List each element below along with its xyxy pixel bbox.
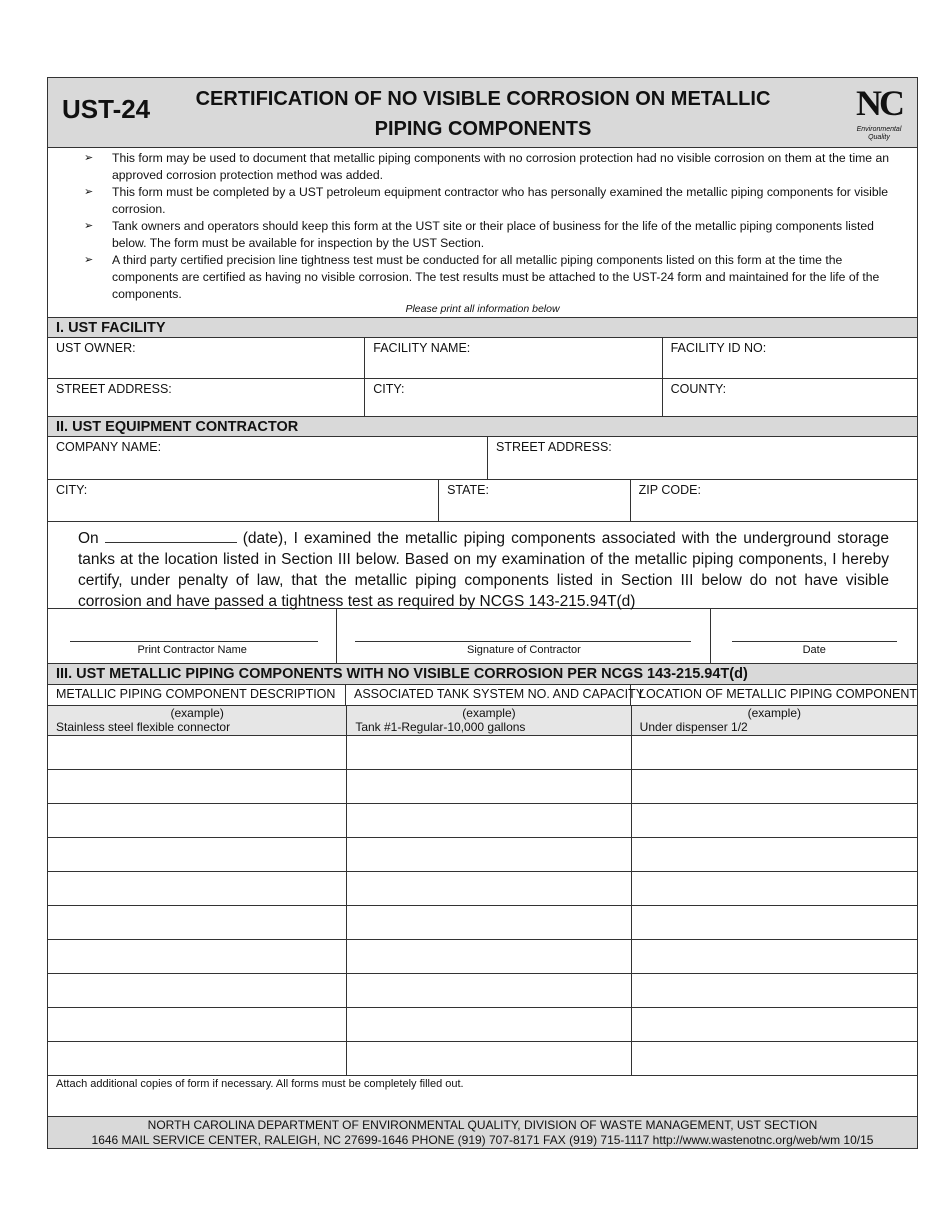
instruction-text: Tank owners and operators should keep this form at the UST site or their place of business for the life of the metallic piping components listed below. The form must be available for inspection by the UST Section.: [112, 219, 874, 250]
instruction-item: [84, 150, 907, 184]
description-cell[interactable]: [48, 974, 347, 1007]
form-title: [158, 84, 808, 144]
table-row: [48, 804, 917, 838]
facility-name-field[interactable]: FACILITY NAME:: [365, 338, 662, 378]
instruction-text: This form may be used to document that metallic piping components with no corrosion protection had no visible corrosion on them at the time an approved corrosion protection method was added.: [112, 151, 890, 182]
signature-label: Signature of Contractor: [467, 644, 581, 656]
footer-line2: 1646 MAIL SERVICE CENTER, RALEIGH, NC 27699-1646 PHONE (919) 707-8171 FAX (919) 715-1117 http://www.wastenotnc.org/web/wm 10/15: [91, 1133, 874, 1147]
ust-24-form: [47, 77, 918, 1149]
instruction-item: [84, 184, 907, 218]
section-2-title: II. UST EQUIPMENT CONTRACTOR: [48, 416, 917, 437]
example-cell: [632, 706, 917, 735]
tank-cell[interactable]: [347, 940, 631, 973]
table-row: [48, 872, 917, 906]
example-tank: Tank #1-Regular-10,000 gallons: [355, 720, 526, 734]
table-row: [48, 940, 917, 974]
table-row: [48, 838, 917, 872]
example-tag: (example): [462, 706, 516, 720]
facility-city-field[interactable]: CITY:: [365, 379, 662, 416]
location-cell[interactable]: [632, 906, 917, 939]
table-row: [48, 1042, 917, 1076]
date-line: [732, 641, 897, 642]
location-cell[interactable]: [632, 940, 917, 973]
logo-subtext: Environmental Quality: [856, 126, 902, 141]
certification-on: On: [78, 530, 99, 547]
company-name-field[interactable]: COMPANY NAME:: [48, 437, 488, 479]
form-title-line2: PIPING COMPONENTS: [374, 118, 592, 140]
column-header-location: LOCATION OF METALLIC PIPING COMPONENT: [639, 687, 918, 701]
example-row: [48, 706, 917, 736]
location-cell[interactable]: [632, 804, 917, 837]
attach-note: Attach additional copies of form if necessary. All forms must be completely filled out.: [48, 1076, 917, 1117]
signature-row: [48, 609, 917, 664]
date-cell[interactable]: [711, 609, 917, 663]
location-cell[interactable]: [632, 770, 917, 803]
example-tag: (example): [170, 706, 224, 720]
footer: [48, 1117, 917, 1148]
ust-owner-field[interactable]: UST OWNER:: [48, 338, 365, 378]
table-row: [48, 736, 917, 770]
facility-row-1: [48, 338, 917, 379]
location-cell[interactable]: [632, 872, 917, 905]
contractor-state-field[interactable]: STATE:: [439, 480, 631, 521]
tank-cell[interactable]: [347, 838, 631, 871]
section-3-title: III. UST METALLIC PIPING COMPONENTS WITH NO VISIBLE CORROSION PER NCGS 143-215.94T(d): [48, 664, 917, 685]
example-description: Stainless steel flexible connector: [56, 720, 231, 734]
description-cell[interactable]: [48, 736, 347, 769]
location-cell[interactable]: [632, 838, 917, 871]
components-table-header: [48, 685, 917, 706]
certification-text: (date), I examined the metallic piping components associated with the underground storage tanks at the location listed in Section III below. Based on my examination of the metallic piping components, I hereby certify, under penalty of law, that the metallic piping components listed in Section III below do not have visible corrosion and have passed a tightness test as required by NCGS 143-215.94T(d): [78, 530, 889, 610]
example-tag: (example): [747, 706, 801, 720]
description-cell[interactable]: [48, 770, 347, 803]
description-cell[interactable]: [48, 1008, 347, 1041]
facility-county-field[interactable]: COUNTY:: [670, 382, 727, 396]
tank-cell[interactable]: [347, 736, 631, 769]
description-cell[interactable]: [48, 872, 347, 905]
example-cell: [48, 706, 347, 735]
description-cell[interactable]: [48, 940, 347, 973]
tank-cell[interactable]: [347, 804, 631, 837]
facility-id-field[interactable]: FACILITY ID NO:: [670, 341, 767, 355]
footer-line1: NORTH CAROLINA DEPARTMENT OF ENVIRONMENTAL QUALITY, DIVISION OF WASTE MANAGEMENT, UST SECTION: [147, 1118, 818, 1132]
instruction-item: [84, 218, 907, 252]
form-code: UST-24: [62, 94, 151, 124]
column-header-tank: ASSOCIATED TANK SYSTEM NO. AND CAPACITY: [346, 685, 631, 705]
facility-street-field[interactable]: STREET ADDRESS:: [48, 379, 365, 416]
tank-cell[interactable]: [347, 872, 631, 905]
contractor-street-field[interactable]: STREET ADDRESS:: [495, 440, 612, 454]
instruction-text: A third party certified precision line tightness test must be conducted for all metallic piping components listed on this form at the time the components are certified as having no visible corrosion. The test results must be attached to the UST-24 form and maintained for the life of the components.: [112, 253, 880, 301]
tank-cell[interactable]: [347, 974, 631, 1007]
certification-date-blank[interactable]: [105, 529, 237, 543]
table-row: [48, 906, 917, 940]
tank-cell[interactable]: [347, 1008, 631, 1041]
form-header: [48, 78, 917, 148]
location-cell[interactable]: [632, 974, 917, 1007]
nc-deq-logo: [849, 82, 909, 140]
contractor-row-2: [48, 480, 917, 522]
arrow-bullet-icon: ➢: [84, 220, 94, 232]
description-cell[interactable]: [48, 838, 347, 871]
date-label: Date: [802, 644, 826, 656]
components-table-body: [48, 736, 917, 1076]
print-name-label: Print Contractor Name: [137, 644, 247, 656]
contractor-city-field[interactable]: CITY:: [48, 480, 439, 521]
contractor-name-cell[interactable]: [48, 609, 337, 663]
arrow-bullet-icon: ➢: [84, 254, 94, 266]
arrow-bullet-icon: ➢: [84, 186, 94, 198]
contractor-row-1: [48, 437, 917, 480]
signature-cell[interactable]: [337, 609, 711, 663]
facility-row-2: [48, 379, 917, 416]
table-row: [48, 974, 917, 1008]
example-cell: [347, 706, 631, 735]
instruction-text: This form must be completed by a UST petroleum equipment contractor who has personally examined the metallic piping components for visible corrosion.: [112, 185, 889, 216]
instructions-list: [48, 148, 917, 303]
tank-cell[interactable]: [347, 906, 631, 939]
description-cell[interactable]: [48, 906, 347, 939]
form-title-line1: CERTIFICATION OF NO VISIBLE CORROSION ON METALLIC: [195, 88, 771, 110]
arrow-bullet-icon: ➢: [84, 152, 94, 164]
instruction-item: [84, 252, 907, 303]
location-cell[interactable]: [632, 736, 917, 769]
location-cell[interactable]: [632, 1042, 917, 1075]
contractor-zip-field[interactable]: ZIP CODE:: [638, 483, 701, 497]
location-cell[interactable]: [632, 1008, 917, 1041]
name-line: [70, 641, 318, 642]
section-1-title: I. UST FACILITY: [48, 317, 917, 338]
description-cell[interactable]: [48, 1042, 347, 1075]
example-location: Under dispenser 1/2: [639, 720, 748, 734]
table-row: [48, 770, 917, 804]
print-note: Please print all information below: [405, 303, 560, 315]
table-row: [48, 1008, 917, 1042]
column-header-description: METALLIC PIPING COMPONENT DESCRIPTION: [48, 685, 346, 705]
description-cell[interactable]: [48, 804, 347, 837]
tank-cell[interactable]: [347, 1042, 631, 1075]
nc-logo-text: NC: [856, 83, 902, 123]
tank-cell[interactable]: [347, 770, 631, 803]
signature-line: [355, 641, 691, 642]
certification-statement: [48, 522, 917, 609]
